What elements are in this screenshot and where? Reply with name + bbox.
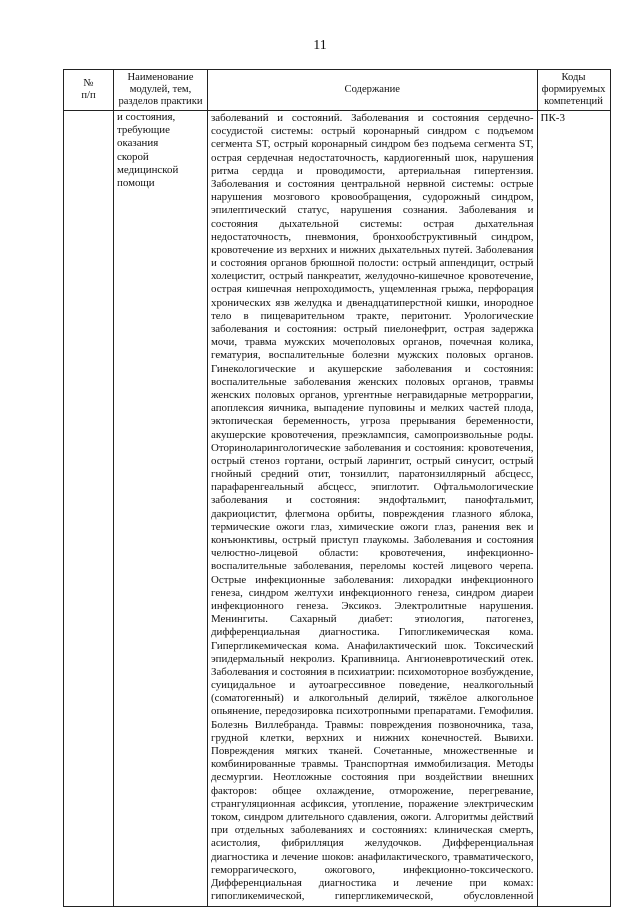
module-line: помощи [117,177,155,190]
content-line: хронических язв желудка и двенадцатиперстной кишки, инородное [211,296,534,309]
content-line: инфекционного генеза. Эксикоз. Электролитные нарушения. [211,599,534,612]
content-line: заболеваний и состояний. Заболевания и состояния сердечно- [211,112,534,124]
table-header-row [64,70,611,111]
content-line: асистолия, фибрилляция желудочков. Дифференциальная [211,837,534,850]
content-line: Дифференциальная диагностика и лечение при комах: [211,876,534,889]
module-cell [114,111,208,907]
content-line: и состояния органов брюшной полости: острый аппендицит, острый [211,257,534,270]
header-text: п/п [81,90,96,101]
content-line: термические ожоги глаз, химические ожоги глаз, ранения век и [211,520,534,533]
content-line: дакриоцистит, флегмона орбиты, повреждения глазного яблока, [211,507,534,520]
content-line: сегмента ST, острый коронарный синдром без подъема сегмента ST, [211,138,534,151]
table-row [64,111,611,907]
content-line: парафаренгеальный абсцесс, эпиглотит. Офтальмологические [211,481,534,494]
header-text: компетенций [544,96,603,107]
content-line: воспалительные заболевания, переломы костей лицевого черепа. [211,560,534,573]
content-line: гематурия, воспалительные болезни мужских половых органов. [211,349,534,362]
content-line: эктопическая беременность, угроза прерывания беременности, [211,415,534,428]
content-line: странгуляционная асфиксия, утопление, поражение электрическим [211,797,534,810]
header-text: модулей, тем, [129,84,192,95]
content-line: акушерские кровотечения, преэклампсия, самопроизвольные роды. [211,428,534,441]
content-line: грудной клетки, верхних и нижних конечностей. Вывихи. [211,731,534,744]
header-codes [537,70,610,111]
content-line: Оториноларингологические заболевания и состояния: кровотечения, [211,441,534,454]
content-line: комбинированные травмы. Транспортная иммобилизация. Методы [211,758,534,771]
content-line: заболевания и состояния: острый пиелонефрит, острая задержка [211,323,534,335]
content-line: гнойный средний отит, тонзиллит, паратонзиллярный абсцесс, [211,468,534,481]
header-text: Наименование [127,72,194,83]
header-module [114,70,208,111]
content-line: диагностика и лечение шоков: анафилактического, травматического, [211,850,534,863]
content-line: острый стеноз гортани, острый ларингит, острый синусит, острый [211,454,534,467]
header-content: Содержание [208,70,538,111]
content-line: кровотечение из верхних и нижних дыхательных путей. Заболевания [211,243,534,256]
content-line: тело в пищеварительном тракте, перитонит. Урологические [211,309,534,322]
module-line: и состояния, [117,111,176,123]
content-line: недостаточность, пневмония, бронхообструктивный синдром, [211,230,534,243]
page-number: 11 [313,38,327,53]
content-line: Болезнь Виллебранда. Травмы: повреждения позвоночника, таза, [211,718,534,731]
content-line: ритма сердца и проводимости, артериальная гипертензия. [211,164,534,177]
content-line: Острые инфекционные заболевания: лихорадки инфекционного [211,573,534,586]
module-line: скорой медицинской [117,150,179,176]
header-text: Коды [561,72,586,83]
content-line: Заболевания и состояния центральной нервной системы: острые [211,177,534,190]
content-line: холецистит, острый панкреатит, желудочно-кишечное кровотечение, [211,270,534,283]
content-line: Заболевания и состояния в психиатрии: психомоторное возбуждение, [211,665,534,678]
content-line: гипогликемической, гипергликемической, обусловленной [211,890,534,903]
content-line: десмургии. Неотложные состояния при воздействии внешних [211,771,534,784]
content-line: (соматогенный) и алкогольный делирий, тяжёлое алкогольное [211,692,534,705]
content-line: заболевания и состояния: эндофтальмит, панофтальмит, [211,494,534,507]
header-text: формируемых [541,84,606,95]
content-line: при отдельных заболеваниях и состояниях: клиническая смерть, [211,824,534,837]
content-line: Повреждения мягких тканей. Сочетанные, множественные и [211,745,534,757]
content-line: челюстно-лицевой области: кровотечения, инфекционно- [211,547,534,560]
content-line: апоплексия яичника, выпадение пуповины и мелких частей плода, [211,402,534,415]
content-line: геморрагического, ожогового, инфекционно-токсического. [211,863,534,876]
content-line: острая кишечная непроходимость, ущемленная грыжа, перфорация [211,283,534,296]
content-line: состояния дыхательной системы: острая дыхательная [211,217,534,230]
header-text: № [83,78,94,89]
content-line: током, синдром длительного сдавления, ожоги. Алгоритмы действий [211,810,534,823]
content-line: факторов: общее охлаждение, отморожение, перегревание, [211,784,534,797]
competence-code-cell: ПК-3 [537,111,610,907]
content-line: Гинекологические и акушерские заболевания и состояния: [211,362,534,375]
row-number-cell [64,111,114,907]
content-line: нарушения мозгового кровообращения, судорожный синдром, [211,191,534,204]
content-line: опьянение, передозировка психотропными препаратами. Гемофилия. [211,705,534,718]
content-line: суицидальное и аутоагрессивное поведение, неалкогольный [211,679,534,692]
content-cell [208,111,538,907]
header-number [64,70,114,111]
content-line: острая сердечная недостаточность, кардиогенный шок, нарушения [211,151,534,164]
module-line: требующие оказания [117,124,170,150]
header-text: разделов практики [118,96,203,107]
content-line: эпидермальный некролиз. Крапивница. Ангионевротический отек. [211,652,534,665]
content-line: Гипергликемическая кома. Анафилактический шок. Токсический [211,639,534,652]
content-line: эпилептический статус, нарушения сознания. Заболевания и [211,204,534,217]
content-line: сосудистой системы: острый коронарный синдром с подъемом [211,125,534,138]
content-line: дифференциальная диагностика. Гипогликемическая кома. [211,626,534,639]
content-line: конъюнктивы, острый приступ глаукомы. Заболевания и состояния [211,534,534,546]
content-line: генеза, синдром желтухи инфекционного генеза, синдром диареи [211,586,534,599]
content-line: мочи, травма мужских мочеполовых органов, почечная колика, [211,336,534,349]
content-line: Менингиты. Сахарный диабет: этиология, патогенез, [211,613,534,626]
practice-content-table [63,69,611,907]
content-line: воспалительные заболевания женских половых органов, травмы [211,375,534,388]
content-line: женских половых органов, ургентные негравидарные метроррагии, [211,388,534,401]
